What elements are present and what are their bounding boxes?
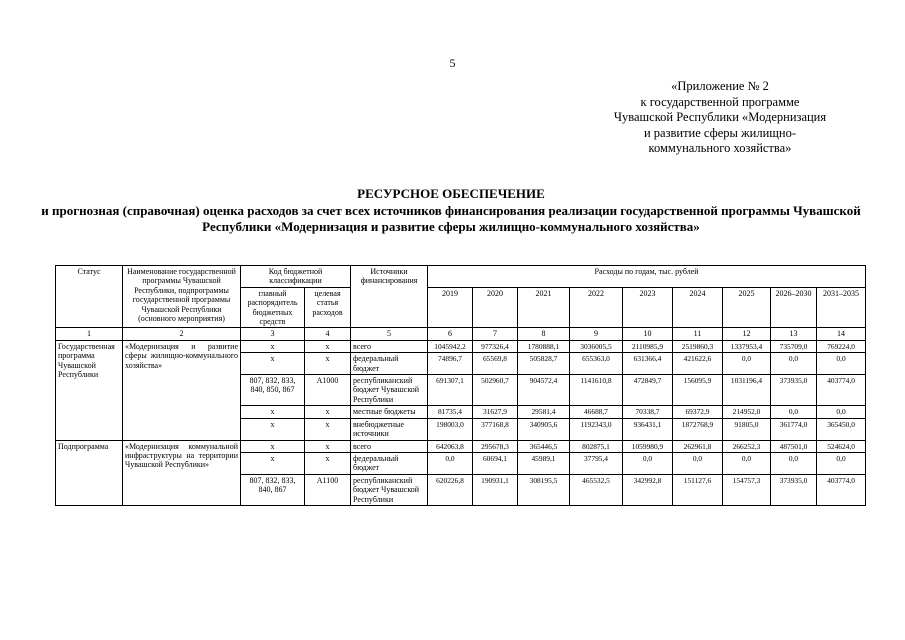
annex-line: Чувашской Республики «Модернизация [613, 110, 827, 124]
row-value: 45989,1 [518, 452, 570, 474]
row-status: Государственная программа Чувашской Республики [56, 340, 123, 440]
row-value: 31627,9 [473, 406, 518, 418]
annex-line: и развитие сферы жилищно- [643, 125, 797, 140]
column-number-row [56, 328, 866, 340]
row-item: x [305, 418, 351, 440]
row-value: 0,0 [771, 452, 817, 474]
row-value: 154757,3 [723, 474, 771, 505]
row-item: x [305, 406, 351, 418]
row-value: 655363,0 [570, 353, 623, 375]
row-value: 70338,7 [623, 406, 673, 418]
row-value: 977326,4 [473, 340, 518, 352]
row-source: местные бюджеты [351, 406, 428, 418]
row-name: «Модернизация коммунальной инфраструктуры на территории Чувашской Республики» [123, 440, 241, 505]
row-value: 340905,6 [518, 418, 570, 440]
col-number: 6 [428, 328, 473, 340]
row-value: 620226,8 [428, 474, 473, 505]
col-number: 1 [56, 328, 123, 340]
header-budget-code: Код бюджетной классификации [241, 266, 351, 288]
header-expenses: Расходы по годам, тыс. рублей [428, 266, 866, 288]
header-status: Статус [56, 266, 123, 328]
row-value: 2110985,9 [623, 340, 673, 352]
row-value: 1192343,0 [570, 418, 623, 440]
row-source: федеральный бюджет [351, 452, 428, 474]
annex-line: коммунального хозяйства» [648, 141, 792, 155]
row-value: 0,0 [723, 353, 771, 375]
row-value: 81735,4 [428, 406, 473, 418]
col-number: 4 [305, 328, 351, 340]
row-value: 524624,0 [817, 440, 866, 452]
row-value: 3036005,5 [570, 340, 623, 352]
row-chief: x [241, 452, 305, 474]
header-year: 2025 [723, 287, 771, 328]
row-status: Подпрограмма [56, 440, 123, 505]
row-value: 802875,1 [570, 440, 623, 452]
annex-line: к государственной программе [640, 94, 800, 109]
row-value: 472849,7 [623, 375, 673, 406]
row-value: 1141610,8 [570, 375, 623, 406]
row-value: 262961,8 [673, 440, 723, 452]
row-value: 0,0 [817, 353, 866, 375]
row-value: 0,0 [771, 353, 817, 375]
row-value: 65569,8 [473, 353, 518, 375]
row-value: 403774,0 [817, 474, 866, 505]
page-number: 5 [449, 56, 456, 70]
row-value: 295678,3 [473, 440, 518, 452]
title-subtitle: и прогнозная (справочная) оценка расходов за счет всех источников финансирования реализации государственной программы Чувашской Республики «Модернизация и развитие сферы жилищно-коммунального хозяйства» [41, 203, 861, 234]
row-value: 0,0 [428, 452, 473, 474]
row-value: 0,0 [771, 406, 817, 418]
row-value: 642063,8 [428, 440, 473, 452]
row-value: 0,0 [673, 452, 723, 474]
row-value: 365446,5 [518, 440, 570, 452]
row-source: внебюджетные источники [351, 418, 428, 440]
row-value: 0,0 [723, 452, 771, 474]
row-source: федеральный бюджет [351, 353, 428, 375]
col-number: 2 [123, 328, 241, 340]
row-value: 0,0 [817, 406, 866, 418]
row-value: 1031196,4 [723, 375, 771, 406]
row-item: А1100 [305, 474, 351, 505]
row-value: 1059980,9 [623, 440, 673, 452]
row-value: 1872768,9 [673, 418, 723, 440]
row-value: 0,0 [817, 452, 866, 474]
header-year: 2020 [473, 287, 518, 328]
row-value: 505828,7 [518, 353, 570, 375]
row-value: 190931,1 [473, 474, 518, 505]
resource-table [55, 265, 866, 506]
row-value: 1780888,1 [518, 340, 570, 352]
row-value: 37795,4 [570, 452, 623, 474]
col-number: 9 [570, 328, 623, 340]
row-value: 487501,0 [771, 440, 817, 452]
row-value: 266252,3 [723, 440, 771, 452]
col-number: 10 [623, 328, 673, 340]
header-year: 2019 [428, 287, 473, 328]
row-value: 46688,7 [570, 406, 623, 418]
document-title [40, 186, 862, 235]
row-item: x [305, 353, 351, 375]
table-row [56, 340, 866, 352]
row-name: «Модернизация и развитие сферы жилищно-коммунального хозяйства» [123, 340, 241, 440]
row-value: 1337953,4 [723, 340, 771, 352]
row-source: республиканский бюджет Чувашской Республики [351, 474, 428, 505]
col-number: 11 [673, 328, 723, 340]
header-year: 2022 [570, 287, 623, 328]
row-value: 91805,0 [723, 418, 771, 440]
col-number: 3 [241, 328, 305, 340]
row-item: А1000 [305, 375, 351, 406]
row-chief: x [241, 353, 305, 375]
header-expense-item: целевая статья расходов [305, 287, 351, 328]
row-value: 0,0 [623, 452, 673, 474]
row-value: 198003,0 [428, 418, 473, 440]
row-chief: x [241, 418, 305, 440]
row-chief: x [241, 406, 305, 418]
header-chief-manager: главный распорядитель бюджетных средств [241, 287, 305, 328]
row-value: 769224,0 [817, 340, 866, 352]
row-value: 342992,8 [623, 474, 673, 505]
row-value: 1045942,2 [428, 340, 473, 352]
col-number: 13 [771, 328, 817, 340]
row-item: x [305, 340, 351, 352]
row-value: 377168,8 [473, 418, 518, 440]
row-value: 904572,4 [518, 375, 570, 406]
header-year: 2026–2030 [771, 287, 817, 328]
annex-header [596, 79, 844, 157]
row-value: 151127,6 [673, 474, 723, 505]
row-chief: 807, 832, 833, 840, 850, 867 [241, 375, 305, 406]
row-value: 29581,4 [518, 406, 570, 418]
header-year: 2031–2035 [817, 287, 866, 328]
row-value: 936431,1 [623, 418, 673, 440]
row-value: 361774,0 [771, 418, 817, 440]
row-source: всего [351, 440, 428, 452]
row-value: 735709,0 [771, 340, 817, 352]
row-value: 631366,4 [623, 353, 673, 375]
header-sources: Источники финансирования [351, 266, 428, 328]
col-number: 8 [518, 328, 570, 340]
row-value: 60694,1 [473, 452, 518, 474]
table-row [56, 440, 866, 452]
row-value: 403774,0 [817, 375, 866, 406]
col-number: 7 [473, 328, 518, 340]
header-name: Наименование государственной программы Чувашской Республики, подпрограммы государственной программы Чувашской Республики (основного мероприятия) [123, 266, 241, 328]
row-value: 156095,9 [673, 375, 723, 406]
row-chief: 807, 832, 833, 840, 867 [241, 474, 305, 505]
header-year: 2023 [623, 287, 673, 328]
row-item: x [305, 440, 351, 452]
row-value: 502960,7 [473, 375, 518, 406]
row-value: 308195,5 [518, 474, 570, 505]
col-number: 14 [817, 328, 866, 340]
row-chief: x [241, 340, 305, 352]
row-value: 465532,5 [570, 474, 623, 505]
row-value: 365450,0 [817, 418, 866, 440]
row-value: 74896,7 [428, 353, 473, 375]
row-source: республиканский бюджет Чувашской Республики [351, 375, 428, 406]
col-number: 12 [723, 328, 771, 340]
row-value: 373935,0 [771, 474, 817, 505]
row-chief: x [241, 440, 305, 452]
row-value: 691307,1 [428, 375, 473, 406]
annex-line: «Приложение № 2 [671, 79, 769, 93]
title-main: РЕСУРСНОЕ ОБЕСПЕЧЕНИЕ [357, 186, 545, 201]
row-value: 2519860,3 [673, 340, 723, 352]
row-value: 373935,0 [771, 375, 817, 406]
header-row-1 [56, 266, 866, 288]
row-source: всего [351, 340, 428, 352]
row-value: 214952,0 [723, 406, 771, 418]
row-item: x [305, 452, 351, 474]
row-value: 69372,9 [673, 406, 723, 418]
col-number: 5 [351, 328, 428, 340]
row-value: 421622,6 [673, 353, 723, 375]
header-year: 2021 [518, 287, 570, 328]
header-year: 2024 [673, 287, 723, 328]
